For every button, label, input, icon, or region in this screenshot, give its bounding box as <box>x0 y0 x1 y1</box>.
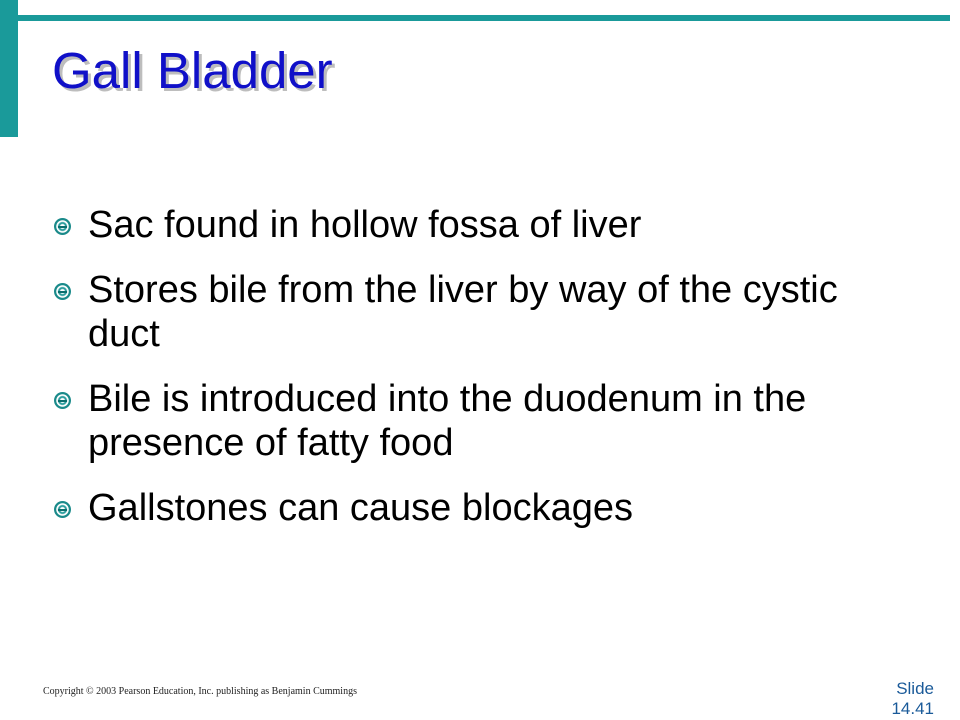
bullet-text: Sac found in hollow fossa of liver <box>88 204 642 246</box>
circle-bullet-icon <box>54 501 71 518</box>
circle-bullet-icon <box>54 218 71 235</box>
slide-number <box>874 679 934 719</box>
circle-bullet-icon <box>54 392 71 409</box>
slide-label: Slide <box>896 679 934 698</box>
bullet-item <box>52 268 902 356</box>
bullet-item <box>52 486 902 530</box>
bullet-text: Bile is introduced into the duodenum in the presence of fatty food <box>88 378 807 464</box>
bullet-list <box>52 203 902 551</box>
bullet-item <box>52 377 902 465</box>
bullet-text: Gallstones can cause blockages <box>88 487 633 529</box>
slide-title: Gall Bladder <box>52 42 333 99</box>
accent-bar-horizontal <box>0 15 950 21</box>
slide-number-value: 14.41 <box>891 699 934 718</box>
circle-bullet-icon <box>54 283 71 300</box>
bullet-text: Stores bile from the liver by way of the cystic duct <box>88 269 838 355</box>
copyright-notice: Copyright © 2003 Pearson Education, Inc. publishing as Benjamin Cummings <box>43 686 357 697</box>
bullet-item <box>52 203 902 247</box>
